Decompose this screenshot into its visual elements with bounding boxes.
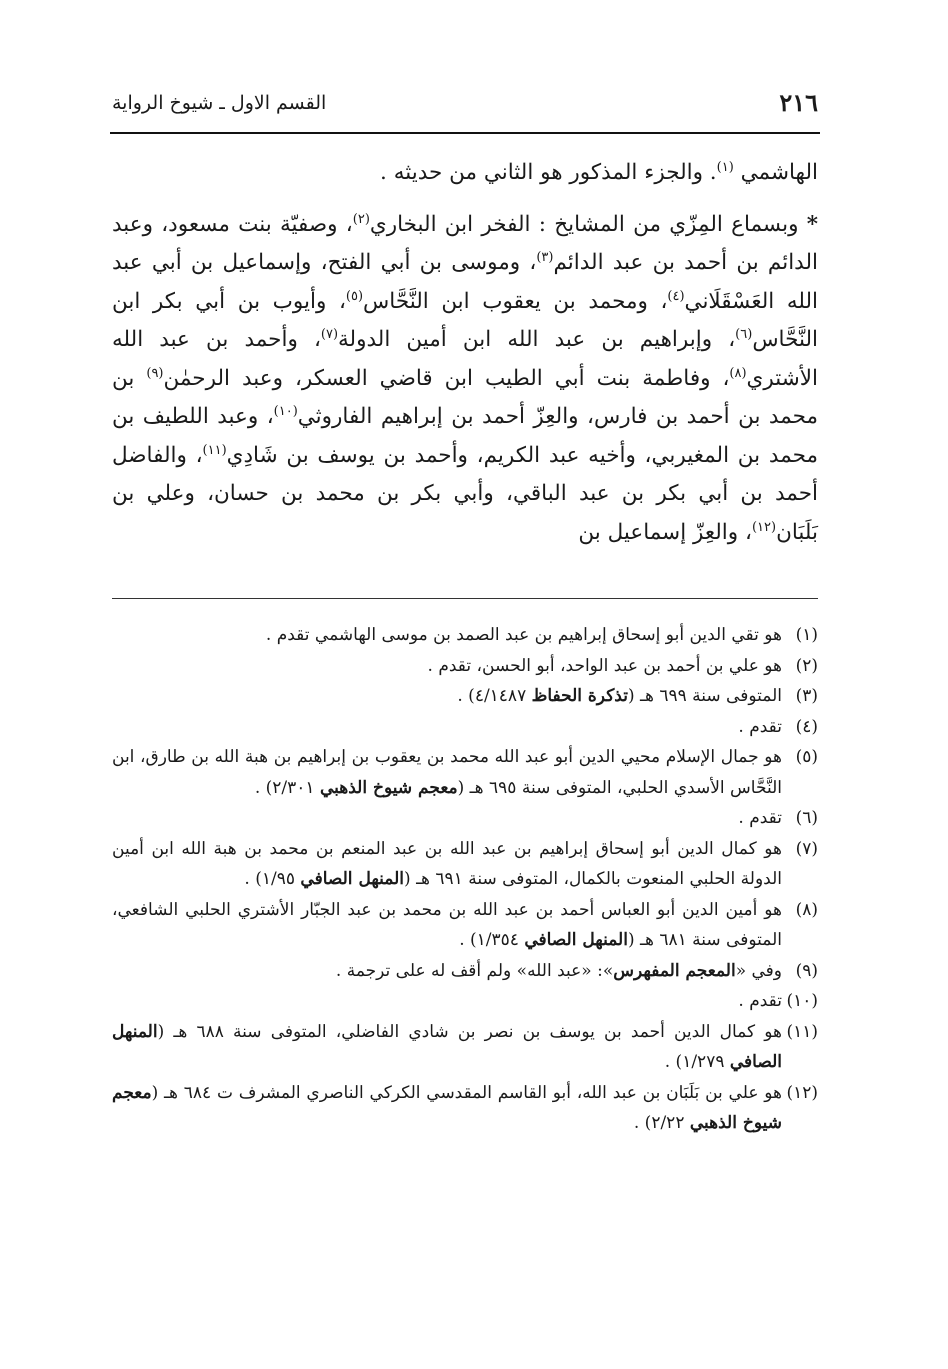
footnote-ref: (٩) (146, 365, 164, 381)
text-span: هو علي بن بَلَبَان بن عبد الله، أبو القاسم المقدسي الكركي الناصري المشرف ت ٦٨٤ هـ ( (151, 1082, 782, 1103)
text-span: ٢/٢٢) . (633, 1113, 690, 1133)
book-page (112, 80, 818, 1320)
footnote-ref: (٥) (345, 288, 364, 304)
footnote-4 (112, 712, 818, 743)
page-number: ٢١٦ (779, 88, 818, 117)
footnote-text: تقدم . (738, 991, 782, 1011)
footnote-number: (١١) (786, 1021, 818, 1042)
footnote-number: (٨) (795, 899, 818, 920)
footnote-ref: (٢) (352, 211, 370, 227)
footnote-ref: (١) (716, 159, 734, 175)
footnote-number: (٤) (795, 716, 818, 737)
text-span: »: «عبد الله» ولم أقف له على ترجمة . (335, 960, 614, 981)
footnote-number: (١) (795, 625, 818, 645)
footnote-text (112, 742, 782, 803)
footnote-ref: (١٠) (273, 403, 298, 419)
text-span: المتوفى سنة ٦٩٩ هـ ( (627, 686, 782, 706)
text-span: ، وإبراهيم بن عبد الله ابن أمين الدولة (338, 327, 736, 352)
footnote-number: (٦) (795, 808, 818, 828)
text-span: ٢/٣٠١) . (254, 777, 320, 798)
text-span: ، ومحمد بن يعقوب ابن النَّحَّاس (363, 288, 668, 314)
footnote-ref: (٦) (735, 326, 753, 342)
footnote-text: هو علي بن أحمد بن عبد الواحد، أبو الحسن، تقدم . (427, 655, 782, 676)
footnote-6 (112, 803, 818, 834)
footnote-12 (112, 1078, 818, 1139)
source-title: معجم شيوخ الذهبي (112, 1082, 782, 1133)
footnote-ref: (٨) (729, 365, 747, 381)
running-title: القسم الاول ـ شيوخ الرواية (112, 92, 327, 114)
footnote-number: (١٢) (786, 1082, 818, 1103)
footnote-ref: (٣) (536, 249, 554, 265)
footnote-number: (٧) (795, 838, 818, 859)
header-rule (110, 132, 820, 134)
source-title: تذكرة الحفاظ (531, 686, 628, 706)
text-span: هو كمال الدين أحمد بن يوسف بن نصر بن شادي الفاضلي، المتوفى سنة ٦٨٨ هـ ( (157, 1021, 782, 1042)
footnote-8 (112, 895, 818, 956)
text-span: ، والفاضل أحمد بن أبي بكر بن عبد الباقي، وأبي بكر بن محمد بن حسان، وعلي بن بَلَبَان (112, 442, 818, 545)
text-span: وفي « (735, 960, 782, 981)
page-header (112, 80, 818, 128)
text-span: ، وفاطمة بنت أبي الطيب ابن قاضي العسكر، وعبد الرحمٰن (163, 365, 730, 391)
text-span: ١/٣٥٤) . (459, 930, 525, 950)
paragraph-2 (112, 206, 818, 553)
text-span: ، وأحمد بن عبد الله الأشتري (112, 327, 818, 391)
text-span: الهاشمي (740, 160, 818, 185)
footnote-3 (112, 681, 818, 712)
footnote-text (112, 1017, 782, 1078)
text-span: وبسماع المِزّي من المشايخ : الفخر ابن البخاري (369, 211, 799, 237)
footnote-2 (112, 651, 818, 682)
text-span: ، والعِزّ إسماعيل بن (578, 519, 752, 545)
footnote-1 (112, 620, 818, 651)
text-span: بن محمد بن أحمد بن فارس، والعِزّ أحمد بن إبراهيم الفاروثي (112, 365, 818, 429)
text-span: ، وصفيّة بنت مسعود، وعبد الدائم بن أحمد بن عبد الدائم (112, 211, 818, 275)
footnote-text (112, 834, 782, 895)
text-span: ، وعبد اللطيف بن محمد بن المغيربي، وأخيه عبد الكريم، وأحمد بن يوسف بن شَادِي (112, 404, 818, 468)
source-title: المعجم المفهرس (613, 960, 736, 981)
text-span: هو كمال الدين أبو إسحاق إبراهيم بن عبد الله بن عبد المنعم بن محمد بن هبة الله ابن أمين الدولة الحلبي المنعوت بالكمال، المتوفى سنة ٦٩١ هـ ( (112, 838, 782, 889)
paragraph-1 (112, 154, 818, 193)
footnote-ref: (١١) (202, 442, 227, 458)
footnote-text: تقدم . (738, 808, 782, 828)
footnote-ref: (٧) (320, 326, 339, 342)
footnotes (112, 620, 818, 1139)
text-span: ، وموسى بن أبي الفتح، وإسماعيل بن أبي عبد الله العَسْقَلَاني (112, 250, 818, 314)
text-span: ١/٩٥) . (244, 869, 301, 889)
text-span: . والجزء المذكور هو الثاني من حديثه . (380, 160, 717, 185)
footnote-ref: (١٢) (751, 519, 777, 535)
footnote-text: هو تقي الدين أبو إسحاق إبراهيم بن عبد الصمد بن موسى الهاشمي تقدم . (265, 625, 782, 645)
text-span: هو أمين الدين أبو العباس أحمد بن عبد الله بن محمد بن عبد الجبّار الأشتري الحلبي الشافعي، المتوفى سنة ٦٨١ هـ ( (112, 899, 782, 950)
footnote-text: تقدم . (738, 716, 782, 737)
text-span: ٤/١٤٨٧) . (457, 686, 532, 706)
footnote-text (112, 681, 782, 712)
main-text (112, 154, 818, 552)
footnote-number: (١٠) (786, 991, 818, 1011)
footnote-text (112, 956, 782, 987)
source-title: المنهل الصافي (300, 869, 405, 889)
footnote-9 (112, 956, 818, 987)
footnote-number: (٩) (795, 960, 818, 981)
footnote-text (112, 1078, 782, 1139)
footnote-11 (112, 1017, 818, 1078)
footnote-number: (٣) (795, 686, 818, 706)
footnote-ref: (٤) (667, 288, 685, 304)
source-title: المنهل الصافي (112, 1021, 782, 1072)
footnote-10 (112, 986, 818, 1017)
footnote-5 (112, 742, 818, 803)
source-title: معجم شيوخ الذهبي (319, 777, 458, 798)
footnote-separator (112, 598, 818, 599)
footnote-number: (٥) (795, 747, 818, 767)
star-bullet-icon: * (806, 211, 818, 237)
text-span: هو جمال الإسلام محيي الدين أبو عبد الله محمد بن يعقوب بن إبراهيم بن هبة الله بن طارق، ابن النَّحَّاس الأسدي الحلبي، المتوفى سنة ٦٩٥ هـ ( (112, 747, 782, 798)
source-title: المنهل الصافي (524, 930, 628, 950)
text-span: ١/٢٧٩) . (664, 1052, 730, 1072)
footnote-7 (112, 834, 818, 895)
footnote-text (112, 895, 782, 956)
footnote-number: (٢) (795, 655, 818, 676)
text-span: ، وأيوب بن أبي بكر ابن النَّحَّاس (112, 288, 818, 352)
